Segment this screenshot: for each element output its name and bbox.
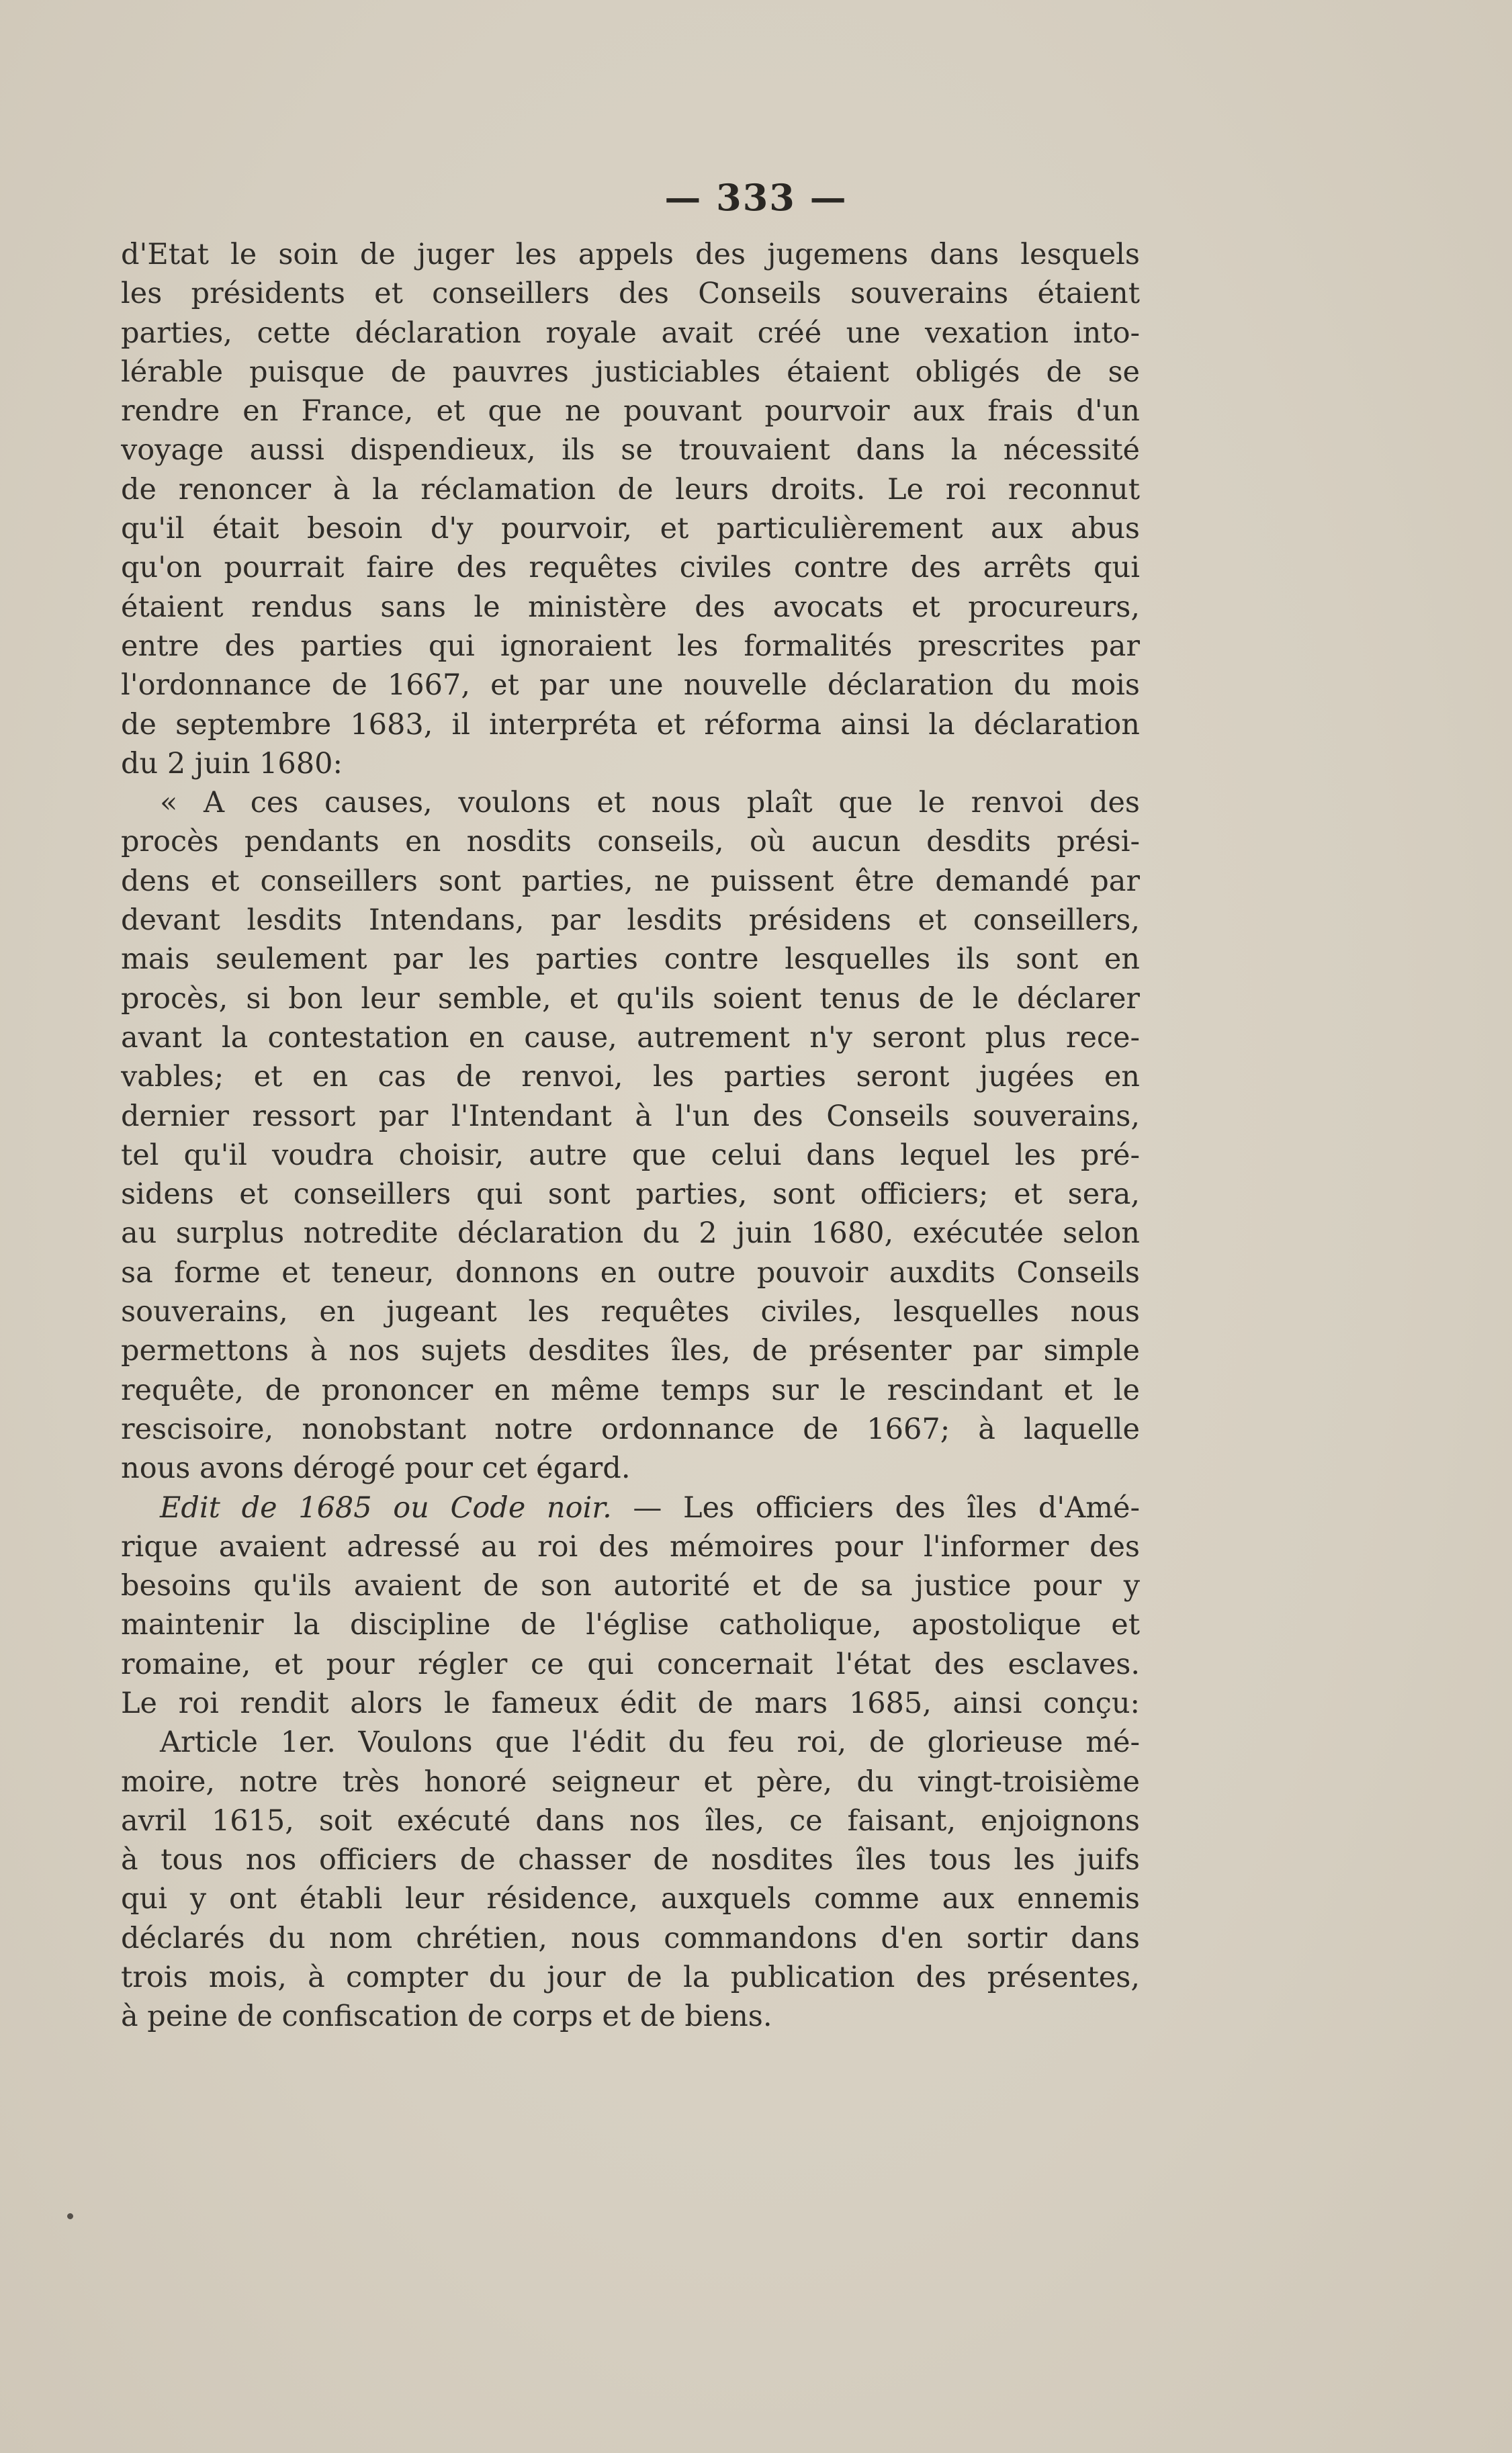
- text-line: du 2 juin 1680:: [121, 746, 343, 780]
- ink-speck: [67, 2213, 73, 2219]
- text-line: maintenir la discipline de l'église catholique, apostolique et: [121, 1608, 1140, 1642]
- text-line: dens et conseillers sont parties, ne puissent être demandé par: [121, 864, 1140, 898]
- text-line: procès, si bon leur semble, et qu'ils soient tenus de le déclarer: [121, 981, 1140, 1016]
- text-line: Article 1er. Voulons que l'édit du feu roi, de glorieuse mé-: [160, 1726, 1140, 1760]
- page-number: — 333 —: [664, 176, 848, 219]
- body-text: [121, 235, 1140, 2037]
- text-line: permettons à nos sujets desdites îles, de présenter par simple: [121, 1334, 1140, 1368]
- text-line: devant lesdits Intendans, par lesdits présidens et conseillers,: [121, 903, 1140, 938]
- edit-heading-rest: — Les officiers des îles d'Amé-: [611, 1490, 1140, 1525]
- text-line: requête, de prononcer en même temps sur le rescindant et le: [121, 1373, 1140, 1407]
- text-line: rescisoire, nonobstant notre ordonnance de 1667; à laquelle: [121, 1412, 1140, 1446]
- text-line: avril 1615, soit exécuté dans nos îles, ce faisant, enjoignons: [121, 1803, 1140, 1838]
- text-line: nous avons dérogé pour cet égard.: [121, 1452, 631, 1486]
- text-line: Le roi rendit alors le fameux édit de mars 1685, ainsi conçu:: [121, 1686, 1140, 1720]
- text-line: moire, notre très honoré seigneur et père, du vingt-troisième: [121, 1765, 1140, 1799]
- text-line: l'ordonnance de 1667, et par une nouvelle déclaration du mois: [121, 668, 1140, 703]
- text-line: de renoncer à la réclamation de leurs droits. Le roi reconnut: [121, 472, 1140, 506]
- text-line: rendre en France, et que ne pouvant pourvoir aux frais d'un: [121, 394, 1140, 429]
- text-line: procès pendants en nosdits conseils, où aucun desdits prési-: [121, 825, 1140, 859]
- text-line: besoins qu'ils avaient de son autorité et de sa justice pour y: [121, 1569, 1140, 1603]
- text-line: sidens et conseillers qui sont parties, sont officiers; et sera,: [121, 1177, 1140, 1212]
- edit-heading-line: [121, 1488, 1140, 1527]
- edit-heading-title: Edit de 1685 ou Code noir.: [160, 1490, 612, 1525]
- text-line: parties, cette déclaration royale avait créé une vexation into-: [121, 316, 1140, 350]
- text-line: avant la contestation en cause, autrement n'y seront plus rece-: [121, 1020, 1140, 1055]
- text-line: rique avaient adressé au roi des mémoires pour l'informer des: [121, 1529, 1140, 1564]
- text-line: à peine de confiscation de corps et de biens.: [121, 2000, 772, 2034]
- text-line: de septembre 1683, il interpréta et réforma ainsi la déclaration: [121, 707, 1140, 742]
- text-line: romaine, et pour régler ce qui concernait l'état des esclaves.: [121, 1647, 1140, 1681]
- text-line: sa forme et teneur, donnons en outre pouvoir auxdits Conseils: [121, 1255, 1140, 1290]
- text-line: tel qu'il voudra choisir, autre que celui dans lequel les pré-: [121, 1138, 1140, 1172]
- text-line: entre des parties qui ignoraient les formalités prescrites par: [121, 629, 1140, 663]
- text-line: « A ces causes, voulons et nous plaît que le renvoi des: [160, 786, 1140, 820]
- text-line: vables; et en cas de renvoi, les parties seront jugées en: [121, 1060, 1140, 1094]
- text-line: étaient rendus sans le ministère des avocats et procureurs,: [121, 590, 1140, 624]
- text-line: dernier ressort par l'Intendant à l'un des Conseils souverains,: [121, 1099, 1140, 1133]
- text-line: déclarés du nom chrétien, nous commandons d'en sortir dans: [121, 1921, 1140, 1955]
- text-line: qu'il était besoin d'y pourvoir, et particulièrement aux abus: [121, 512, 1140, 546]
- text-line: qu'on pourrait faire des requêtes civiles contre des arrêts qui: [121, 551, 1140, 585]
- text-line: au surplus notredite déclaration du 2 juin 1680, exécutée selon: [121, 1216, 1140, 1251]
- text-line: souverains, en jugeant les requêtes civiles, lesquelles nous: [121, 1295, 1140, 1329]
- text-line: les présidents et conseillers des Conseils souverains étaient: [121, 277, 1140, 311]
- text-line: d'Etat le soin de juger les appels des jugemens dans lesquels: [121, 238, 1140, 271]
- text-line: voyage aussi dispendieux, ils se trouvaient dans la nécessité: [121, 433, 1140, 467]
- text-line: lérable puisque de pauvres justiciables étaient obligés de se: [121, 355, 1140, 389]
- text-line: mais seulement par les parties contre lesquelles ils sont en: [121, 942, 1140, 977]
- text-line: à tous nos officiers de chasser de nosdites îles tous les juifs: [121, 1843, 1140, 1877]
- text-line: qui y ont établi leur résidence, auxquels comme aux ennemis: [121, 1882, 1140, 1916]
- text-line: trois mois, à compter du jour de la publication des présentes,: [121, 1961, 1140, 1995]
